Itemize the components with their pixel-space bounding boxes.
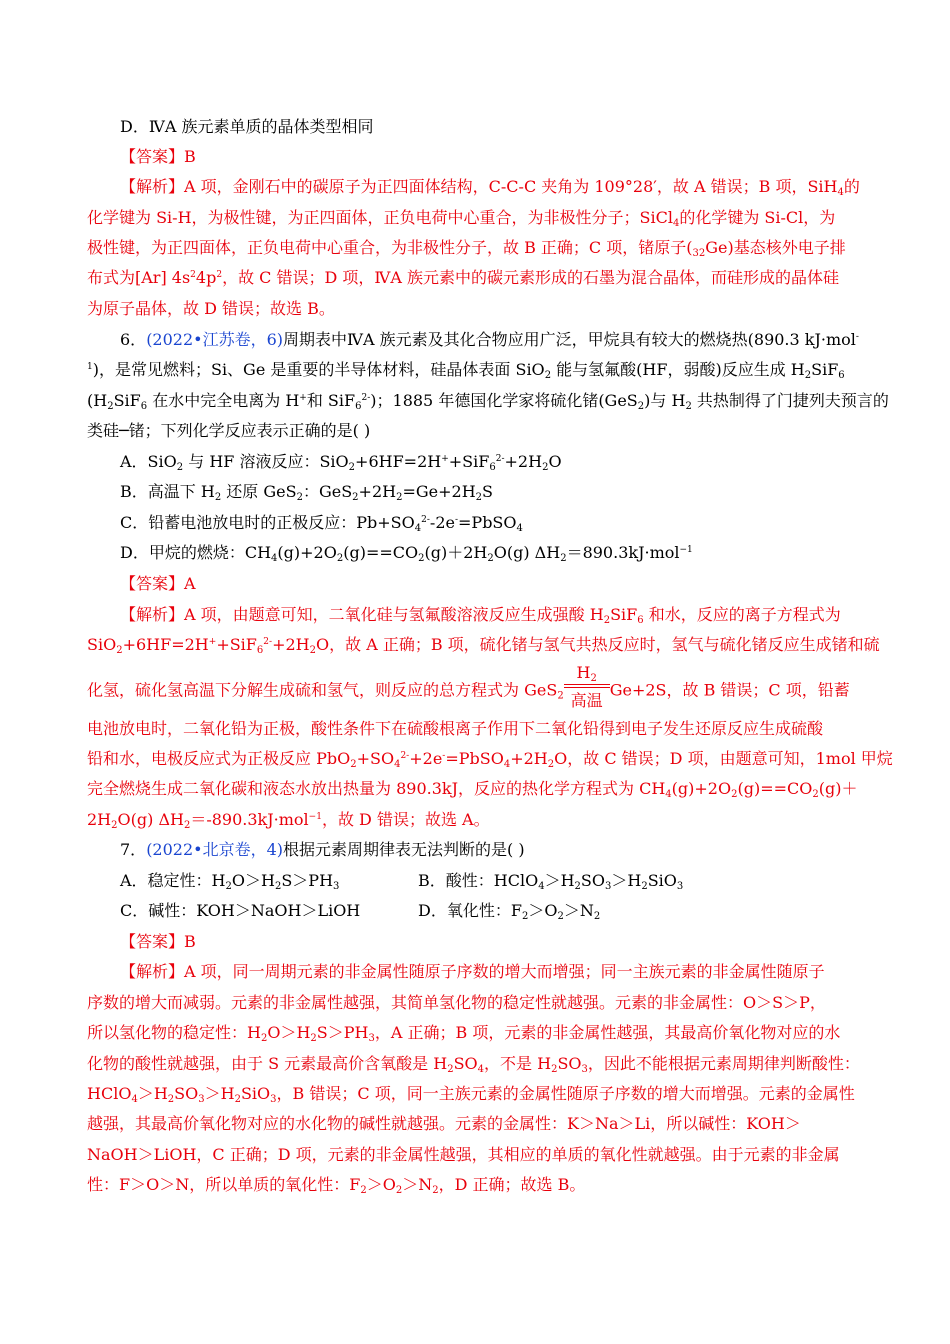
q6-analysis-line-3: 化氢，硫化氢高温下分解生成硫和氢气，则反应的总方程式为 GeS$_2$ $\frac{H_2}{\text{高温}}$ Ge+2S，故 B 错误；C 项，铅蓄	[87, 663, 850, 710]
q5-option-d: D．ⅣA 族元素单质的晶体类型相同	[120, 117, 374, 136]
q7-option-a: A．稳定性：$H_2O>H_2S>PH_3$	[120, 871, 340, 892]
q6-option-a: A．SiO$_2$ 与 HF 溶液反应：$SiO_2+6HF=2H^++SiF_6^{2-}+2H_2O$	[120, 452, 562, 473]
q7-option-c: C．碱性：KOH＞NaOH＞LiOH	[120, 901, 361, 920]
q7-analysis-line-7: NaOH＞LiOH，C 正确；D 项，元素的非金属性越强，其相应的单质的氧化性就越强。由于元素的非金属	[87, 1145, 840, 1164]
q7-analysis-line-2: 序数的增大而减弱。元素的非金属性越强，其简单氢化物的稳定性就越强。元素的非金属性：O＞S＞P，	[87, 993, 826, 1012]
q6-option-b: B．高温下 $H_2$ 还原 GeS$_2$：$GeS_2+2H_2=Ge+2H_2S$	[120, 482, 494, 503]
q6-analysis-line-7: $2H_2O(g)$ $\Delta H_2=-890.3kJ\cdot mol^{-1}$，故 D 错误；故选 A。	[87, 810, 490, 831]
q6-stem-line-3: ($H_2SiF_6$ 在水中完全电离为 H+和 SiF$_6^{2-}$)；1885 年德国化学家将硫化锗(GeS$_2$)与 $H_2$ 共热制得了门捷列夫预言的	[87, 391, 889, 412]
q6-analysis-line-1: 【解析】A 项，由题意可知，二氧化硅与氢氟酸溶液反应生成强酸 $H_2SiF_6$ 和水，反应的离子方程式为	[120, 605, 841, 626]
q6-stem-line-2: $^1$)，是常见燃料；Si、Ge 是重要的半导体材料，硅晶体表面 SiO$_2$ 能与氢氟酸(HF，弱酸)反应生成 $H_2SiF_6$	[87, 360, 845, 381]
q6-option-c: C．铅蓄电池放电时的正极反应：$Pb+SO_4^{2-}-2e^-=PbSO_4$	[120, 513, 523, 534]
q5-analysis-line-2: 化学键为 Si-H，为极性键，为正四面体，正负电荷中心重合，为非极性分子；SiCl$_4$的化学键为 Si-Cl，为	[87, 208, 836, 229]
q7-analysis-line-4: 化物的酸性就越强，由于 S 元素最高价含氧酸是 $H_2SO_4$，不是 $H_2SO_3$，因此不能根据元素周期律判断酸性：	[87, 1054, 860, 1075]
q7-analysis-line-5: $HClO_4>H_2SO_3>H_2SiO_3$，B 错误；C 项，同一主族元素的金属性随原子序数的增大而增强。元素的金属性	[87, 1084, 855, 1105]
q7-option-b: B．酸性：$HClO_4>H_2SO_3>H_2SiO_3$	[418, 871, 684, 892]
q6-stem-line-4: 类硅─锗；下列化学反应表示正确的是( )	[87, 421, 371, 440]
q6-analysis-line-2: $SiO_2+6HF=2H^++SiF_6^{2-}+2H_2O$，故 A 正确；B 项，硫化锗与氢气共热反应时，氢气与硫化锗反应生成锗和硫	[87, 635, 880, 656]
q7-stem: 7．(2022•北京卷，4)根据元素周期律表无法判断的是( )	[120, 840, 525, 859]
q5-analysis-line-1: 【解析】A 项，金刚石中的碳原子为正四面体结构，C-C-C 夹角为 109°28′，故 A 错误；B 项，SiH$_4$的	[120, 177, 860, 198]
reaction-condition: $\frac{H_2}{\text{高温}}$	[564, 676, 610, 706]
q6-analysis-line-6: 完全燃烧生成二氧化碳和液态水放出热量为 890.3kJ，反应的热化学方程式为 $CH_4(g)+2O_2(g)==CO_2(g)+$	[87, 779, 858, 800]
q6-answer: 【答案】A	[120, 574, 196, 593]
q7-analysis-line-8: 性：F＞O＞N，所以单质的氧化性：$F_2>O_2>N_2$，D 正确；故选 B。	[87, 1175, 586, 1196]
q6-option-d: D．甲烷的燃烧：$CH_4(g)+2O_2(g)==CO_2(g)+2H_2O(g)$ $\Delta H_2=890.3kJ\cdot mol^{-1}$	[120, 543, 693, 564]
q6-analysis-line-5: 铅和水，电极反应式为正极反应 $PbO_2+SO_4^{2-}+2e^-=PbSO_4+2H_2O$，故 C 错误；D 项，由题意可知，1mol 甲烷	[87, 749, 893, 770]
q5-answer: 【答案】B	[120, 147, 196, 166]
q6-analysis-line-4: 电池放电时，二氧化铅为正极，酸性条件下在硫酸根离子作用下二氧化铅得到电子发生还原反应生成硫酸	[87, 719, 824, 738]
q7-option-d: D．氧化性：$F_2>O_2>N_2$	[418, 901, 601, 922]
q5-analysis-line-4: 布式为[Ar] $4s^24p^2$，故 C 错误；D 项，ⅣA 族元素中的碳元素形成的石墨为混合晶体，而硅形成的晶体硅	[87, 268, 840, 287]
q7-analysis-line-1: 【解析】A 项，同一周期元素的非金属性随原子序数的增大而增强；同一主族元素的非金属性随原子	[120, 962, 825, 981]
q7-analysis-line-6: 越强，其最高价氧化物对应的水化物的碱性就越强。元素的金属性：K＞Na＞Li，所以碱性：KOH＞	[87, 1114, 801, 1133]
q5-analysis-line-3: 极性键，为正四面体，正负电荷中心重合，为非极性分子，故 B 正确；C 项，锗原子$(_{32}Ge)$基态核外电子排	[87, 238, 846, 259]
q6-stem-line-1: 6．(2022•江苏卷，6)周期表中ⅣA 族元素及其化合物应用广泛，甲烷具有较大的燃烧热(890.3 kJ·mol-	[120, 330, 859, 349]
q5-analysis-line-5: 为原子晶体，故 D 错误；故选 B。	[87, 299, 335, 318]
q7-analysis-line-3: 所以氢化物的稳定性：$H_2O>H_2S>PH_3$，A 正确；B 项，元素的非金属性越强，其最高价氧化物对应的水	[87, 1023, 841, 1044]
q7-answer: 【答案】B	[120, 932, 196, 951]
